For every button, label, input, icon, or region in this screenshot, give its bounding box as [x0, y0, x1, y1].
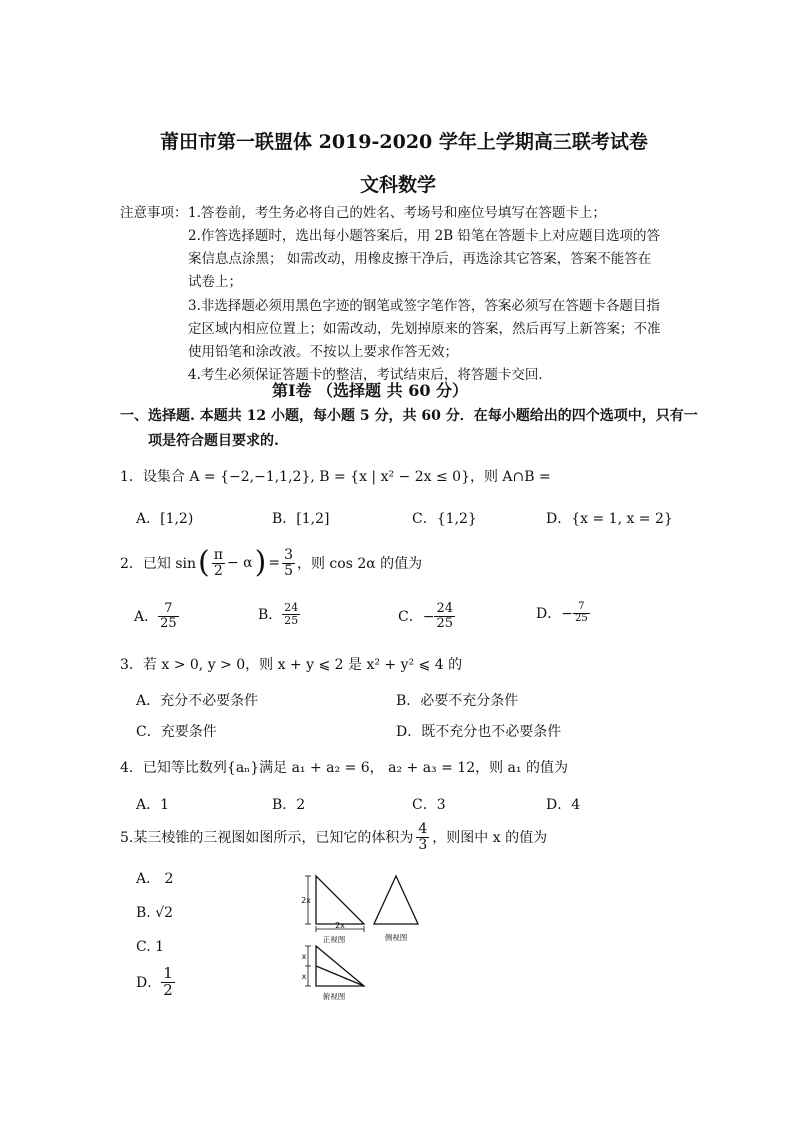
question-2-arg-num: π [213, 547, 223, 563]
note-item-1: 1.答卷前，考生务必将自己的姓名、考场号和座位号填写在答题卡上； [188, 205, 606, 221]
fraction-denominator: 25 [160, 615, 177, 631]
question-4-text: 4．已知等比数列{aₙ}满足 a₁ + a₂ = 6， a₂ + a₃ = 12，则 a₁ 的值为 [120, 760, 568, 776]
question-2-option-d[interactable] [536, 602, 590, 624]
exam-subtitle: 文科数学 [360, 174, 437, 196]
fraction-numerator: 4 [418, 821, 428, 837]
top-view [316, 946, 364, 986]
question-2-arg-den: 2 [213, 562, 223, 579]
note-item-2-line-3: 试卷上； [188, 274, 242, 290]
question-3-option-d[interactable]: D．既不充分也不必要条件 [396, 724, 562, 740]
question-1-option-c[interactable]: C．{1,2} [412, 511, 477, 527]
dim-2x-horizontal: 2x [335, 921, 345, 930]
question-5-suffix: ，则图中 x 的值为 [432, 830, 548, 847]
dim-x-upper: x [301, 952, 307, 961]
option-fraction [158, 602, 179, 630]
fraction-numerator: 7 [158, 602, 179, 617]
notes-label: 注意事项： [120, 205, 188, 221]
note-item-2-line-2: 案信息点涂黑； 如需改动，用橡皮擦干净后，再选涂其它答案，答案不能答在 [188, 251, 652, 267]
fraction-denominator: 25 [574, 612, 588, 624]
question-4-option-c[interactable]: C．3 [412, 797, 446, 813]
option-label: B． [258, 607, 283, 624]
question-2-eq: = [268, 555, 281, 572]
section-instruction-line-1: 一、选择题. 本题共 12 小题，每小题 5 分，共 60 分．在每小题给出的四个选项中，只有一 [120, 408, 698, 424]
section-instruction-line-2: 项是符合题目要求的. [148, 433, 279, 449]
fraction-denominator: 25 [436, 615, 453, 631]
front-view [316, 876, 364, 924]
exam-title: 莆田市第一联盟体 2019-2020 学年上学期高三联考试卷 [160, 131, 648, 153]
question-3-option-c[interactable]: C．充要条件 [136, 724, 217, 740]
question-3-option-b[interactable]: B．必要不充分条件 [396, 693, 519, 709]
top-view-label: 俯视图 [322, 992, 346, 1001]
question-2-arg-fraction [212, 548, 225, 578]
question-2-prefix: 2．已知 sin [120, 556, 197, 573]
option-label: D．− [536, 606, 573, 622]
question-2-arg-tail: − α [226, 555, 253, 572]
question-2-option-c[interactable] [398, 602, 455, 630]
question-4-option-b[interactable]: B．2 [272, 797, 306, 813]
note-item-3-line-2: 定区域内相应位置上；如需改动，先划掉原来的答案，然后再写上新答案；不准 [188, 321, 661, 337]
question-3-option-a[interactable]: A．充分不必要条件 [136, 693, 259, 709]
option-label: D． [136, 975, 162, 992]
question-5-text [120, 822, 547, 852]
question-1-option-d[interactable]: D．{x = 1, x = 2} [546, 511, 673, 527]
fraction-numerator: 1 [163, 964, 173, 982]
question-5-option-a[interactable]: A． 2 [136, 871, 174, 887]
question-5-prefix: 5.某三棱锥的三视图如图所示，已知它的体积为 [120, 830, 414, 847]
paren-open: ( [198, 545, 210, 581]
question-5-option-b[interactable]: B. √2 [136, 905, 174, 921]
question-2-option-b[interactable] [258, 602, 300, 626]
side-view-label: 侧视图 [384, 933, 408, 942]
option-fraction [434, 602, 455, 630]
question-2-option-a[interactable] [134, 602, 179, 630]
question-1-option-b[interactable]: B．[1,2] [272, 511, 330, 527]
question-1-option-a[interactable]: A．[1,2) [136, 511, 194, 527]
question-2-rhs-den: 5 [284, 562, 293, 579]
question-2-rhs-num: 3 [284, 547, 293, 563]
question-5-volume-fraction [416, 822, 429, 852]
three-view-figure [296, 868, 466, 1008]
question-2-rhs-fraction [282, 548, 295, 578]
part-heading: 第Ⅰ卷 （选择题 共 60 分） [272, 381, 469, 400]
note-item-3-line-3: 使用铅笔和涂改液。不按以上要求作答无效； [188, 344, 458, 360]
question-4-option-a[interactable]: A．1 [136, 797, 170, 813]
fraction-numerator: 24 [436, 601, 453, 616]
question-3-text: 3．若 x > 0, y > 0，则 x + y ⩽ 2 是 x² + y² ⩽ 4 的 [120, 657, 463, 673]
fraction-denominator: 3 [418, 836, 428, 853]
option-fraction [282, 602, 300, 626]
note-item-2-line-1: 2.作答选择题时，选出每小题答案后，用 2B 铅笔在答题卡上对应题目选项的答 [188, 228, 660, 244]
front-view-label: 正视图 [322, 935, 346, 944]
option-label: A． [134, 609, 159, 626]
question-2-text [120, 545, 423, 581]
side-view [374, 876, 418, 924]
question-4-option-d[interactable]: D．4 [546, 797, 581, 813]
dim-x-lower: x [301, 972, 307, 981]
question-5-option-c[interactable]: C. 1 [136, 939, 165, 955]
fraction-numerator: 7 [573, 602, 590, 614]
note-item-4: 4.考生必须保证答题卡的整洁，考试结束后，将答题卡交回． [188, 367, 552, 383]
note-item-3-line-1: 3.非选择题必须用黑色字迹的钢笔或签字笔作答，答案必须写在答题卡各题目指 [188, 298, 660, 314]
option-label: C．− [398, 609, 435, 626]
dim-2x-vertical: 2x [301, 896, 311, 905]
paren-close: ) [254, 545, 267, 581]
option-fraction [573, 602, 590, 624]
question-5-option-d[interactable] [136, 966, 175, 999]
question-2-suffix: ，则 cos 2α 的值为 [296, 556, 423, 573]
question-1-text: 1．设集合 A = {−2,−1,1,2}, B = {x | x² − 2x ≤ 0}，则 A∩B = [120, 469, 551, 485]
option-fraction [161, 966, 175, 999]
fraction-denominator: 25 [284, 613, 299, 627]
fraction-denominator: 2 [163, 980, 173, 999]
fraction-numerator: 24 [284, 601, 299, 614]
